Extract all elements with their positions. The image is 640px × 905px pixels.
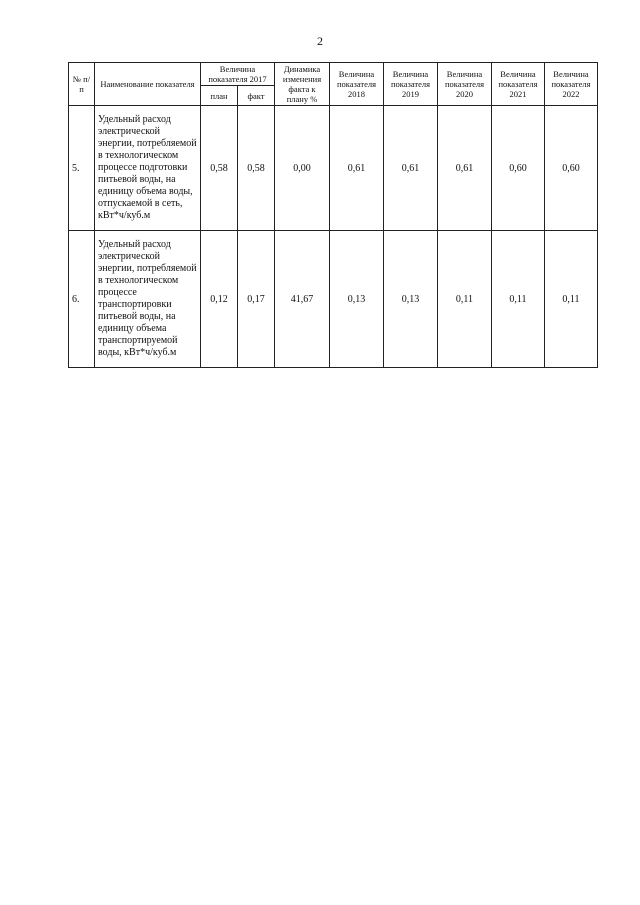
header-value-2021: Величина показателя 2021 bbox=[492, 63, 545, 106]
row-value-2019: 0,13 bbox=[384, 231, 438, 368]
indicators-table bbox=[68, 62, 598, 368]
row-fact: 0,17 bbox=[238, 231, 275, 368]
header-value-2017: Величина показателя 2017 bbox=[201, 63, 275, 86]
row-num: 5. bbox=[69, 106, 95, 231]
row-name: Удельный расход электрической энергии, потребляемой в технологическом процессе транспортировки питьевой воды, на единицу объема транспортируемой воды, кВт*ч/куб.м bbox=[95, 231, 201, 368]
row-fact: 0,58 bbox=[238, 106, 275, 231]
row-value-2020: 0,11 bbox=[438, 231, 492, 368]
header-fact: факт bbox=[238, 86, 275, 106]
table-header-row bbox=[69, 63, 598, 86]
header-value-2018: Величина показателя 2018 bbox=[330, 63, 384, 106]
row-plan: 0,12 bbox=[201, 231, 238, 368]
header-value-2020: Величина показателя 2020 bbox=[438, 63, 492, 106]
table-row bbox=[69, 231, 598, 368]
row-value-2022: 0,11 bbox=[545, 231, 598, 368]
row-value-2020: 0,61 bbox=[438, 106, 492, 231]
header-num: № п/п bbox=[69, 63, 95, 106]
page-number: 2 bbox=[317, 34, 323, 48]
row-value-2019: 0,61 bbox=[384, 106, 438, 231]
row-name: Удельный расход электрической энергии, потребляемой в технологическом процессе подготовки питьевой воды, на единицу объема воды, отпускаемой в сеть, кВт*ч/куб.м bbox=[95, 106, 201, 231]
header-name: Наименование показателя bbox=[95, 63, 201, 106]
row-dynamics: 0,00 bbox=[275, 106, 330, 231]
header-plan: план bbox=[201, 86, 238, 106]
header-value-2022: Величина показателя 2022 bbox=[545, 63, 598, 106]
row-num: 6. bbox=[69, 231, 95, 368]
header-value-2019: Величина показателя 2019 bbox=[384, 63, 438, 106]
row-value-2021: 0,11 bbox=[492, 231, 545, 368]
row-value-2022: 0,60 bbox=[545, 106, 598, 231]
table-row bbox=[69, 106, 598, 231]
header-dynamics: Динамика изменения факта к плану % bbox=[275, 63, 330, 106]
row-dynamics: 41,67 bbox=[275, 231, 330, 368]
row-value-2018: 0,13 bbox=[330, 231, 384, 368]
row-value-2021: 0,60 bbox=[492, 106, 545, 231]
row-value-2018: 0,61 bbox=[330, 106, 384, 231]
row-plan: 0,58 bbox=[201, 106, 238, 231]
